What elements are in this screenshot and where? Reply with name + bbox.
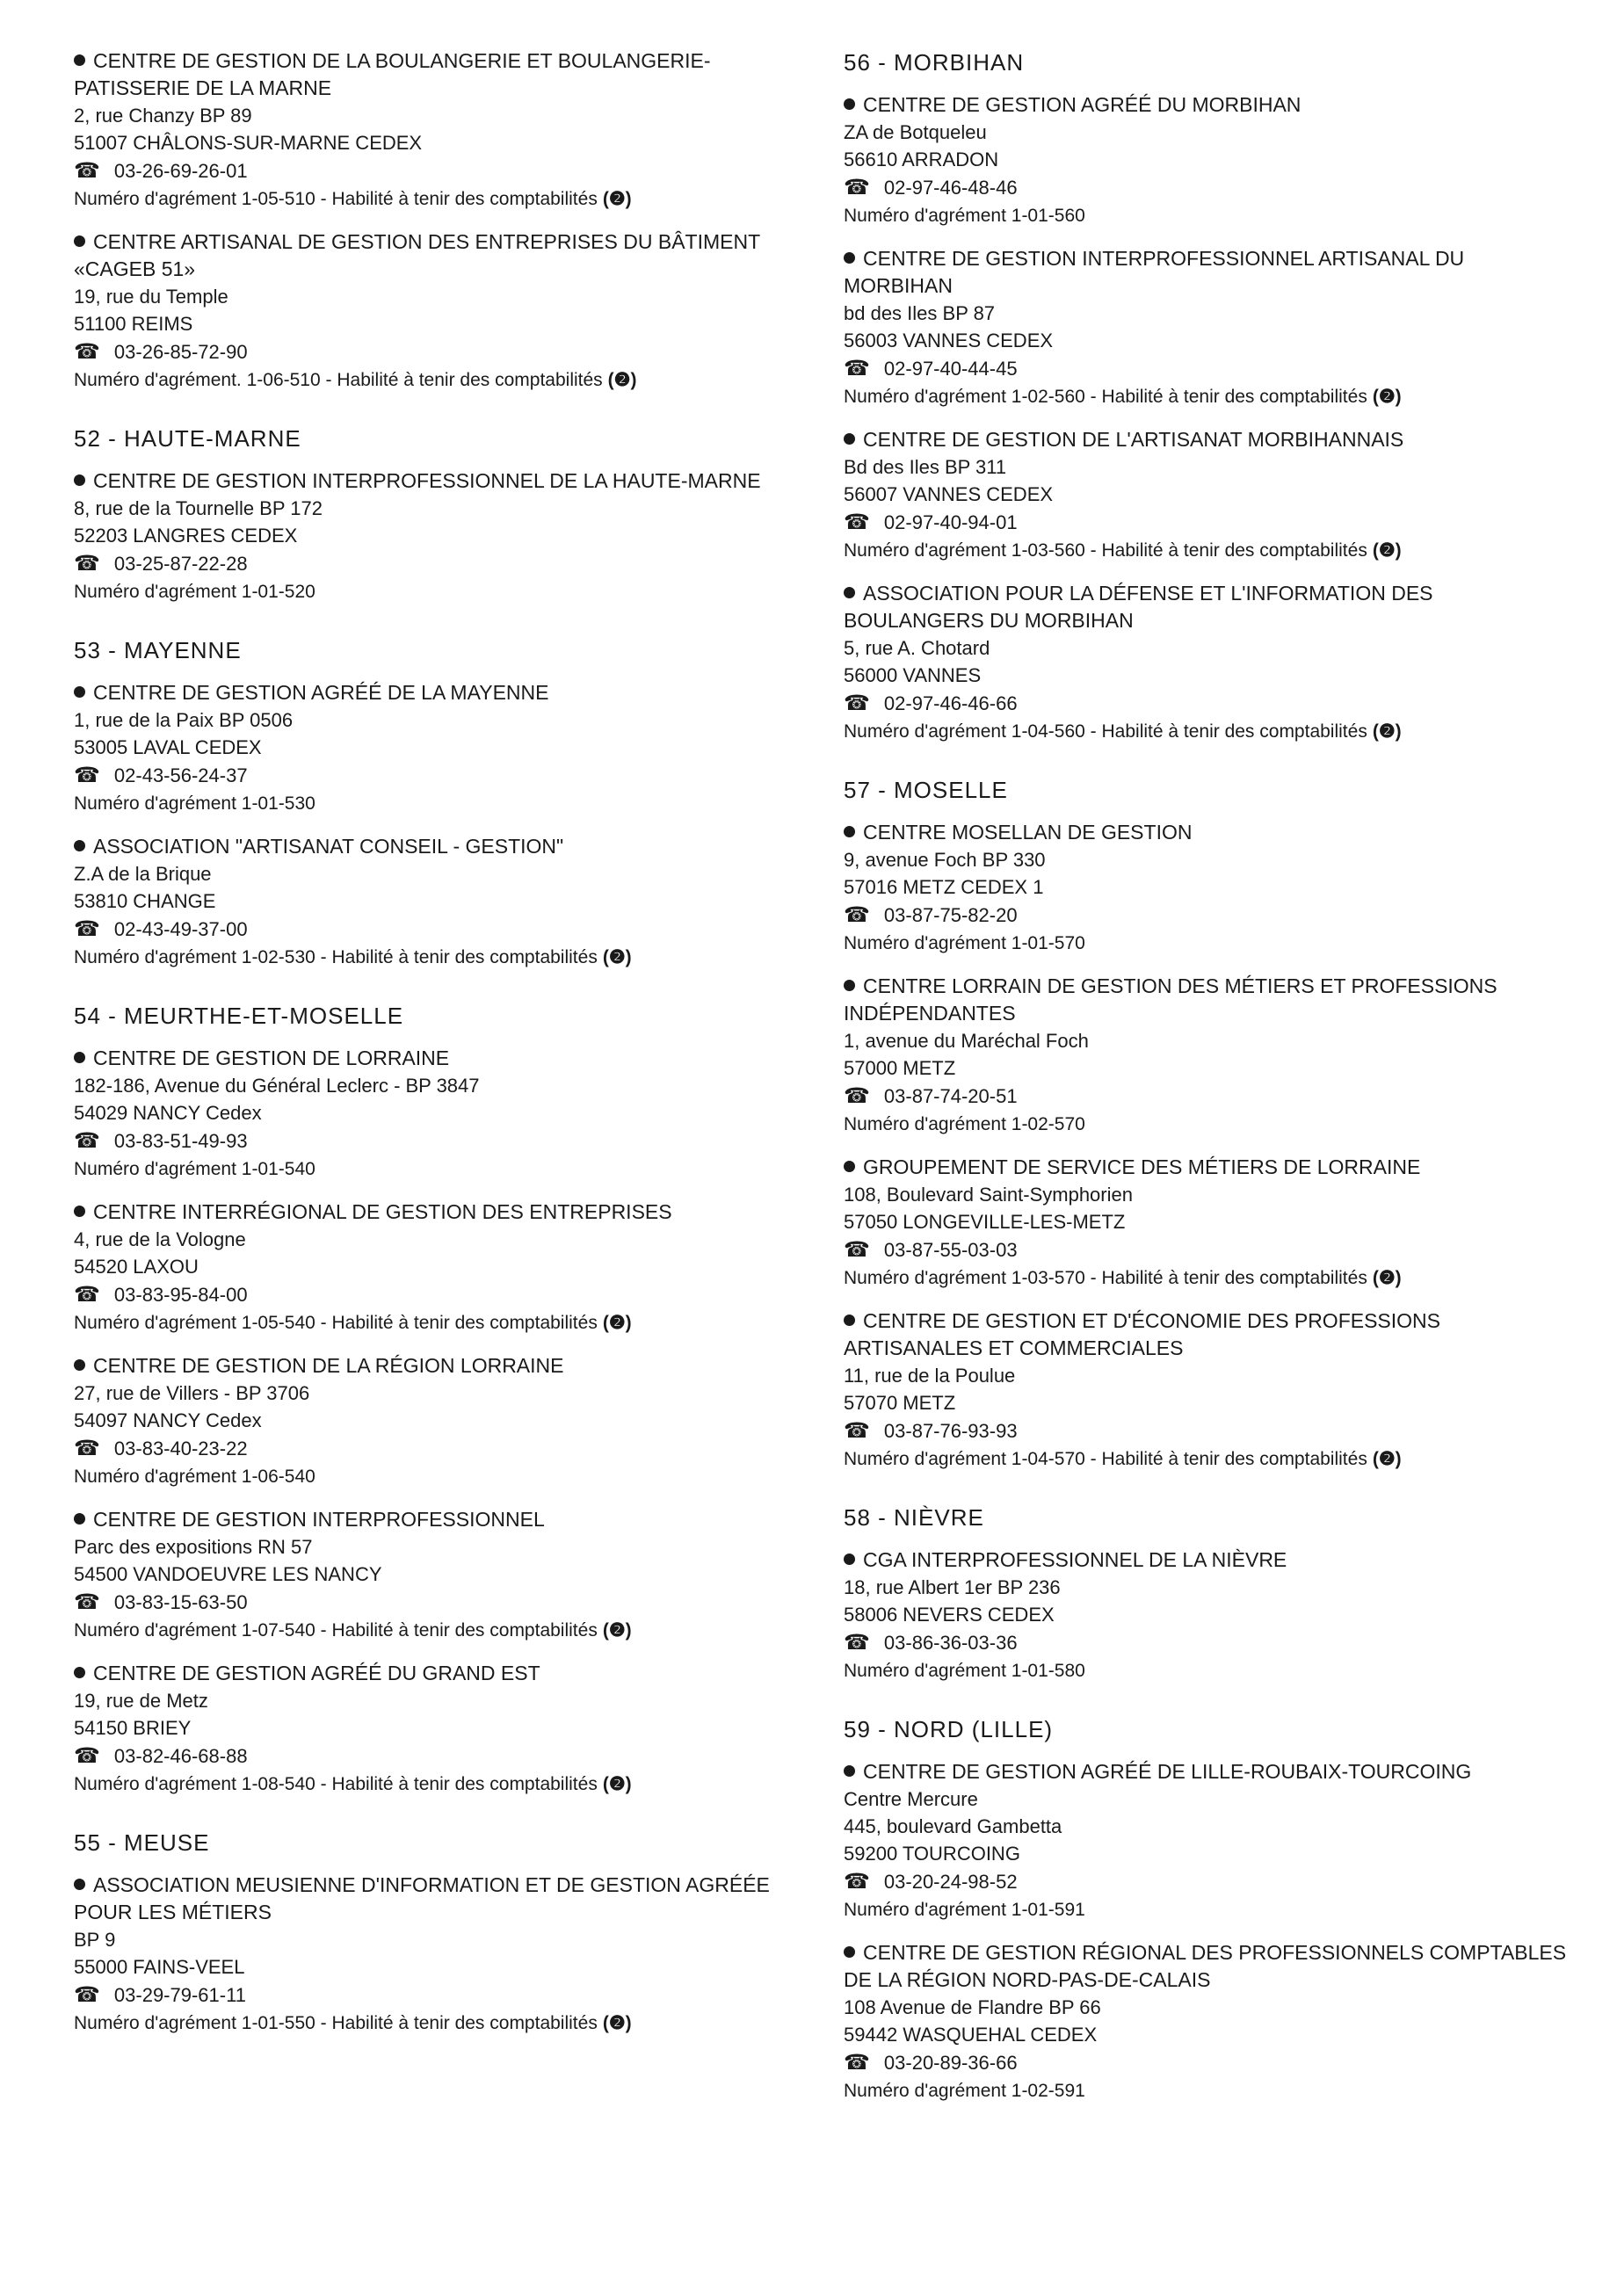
address-line: Centre Mercure [844, 1788, 978, 1810]
directory-entry [844, 1307, 1573, 1473]
bullet-icon [844, 1315, 855, 1326]
section-heading: 54 - MEURTHE-ET-MOSELLE [74, 1003, 404, 1029]
address-line: BP 9 [74, 1929, 116, 1951]
address-line: 53005 LAVAL CEDEX [74, 736, 262, 758]
phone-row [74, 549, 812, 578]
directory-entry [844, 973, 1573, 1138]
section-heading: 59 - NORD (LILLE) [844, 1716, 1054, 1742]
phone-number: 03-83-95-84-00 [113, 1284, 248, 1306]
directory-entry [74, 1872, 812, 2037]
address-line: 27, rue de Villers - BP 3706 [74, 1382, 310, 1404]
agrement-number: Numéro d'agrément 1-01-530 [74, 793, 315, 814]
entry-name-text: CGA INTERPROFESSIONNEL DE LA NIÈVRE [863, 1548, 1287, 1571]
directory-entry [74, 1352, 812, 1490]
agrement-row [844, 383, 1573, 410]
agrement-number: Numéro d'agrément 1-01-540 [74, 1159, 315, 1179]
agrement-row [74, 790, 812, 817]
agrement-row [74, 366, 812, 394]
directory-entry [74, 467, 812, 605]
bullet-icon [74, 1206, 85, 1217]
agrement-number: Numéro d'agrément 1-01-520 [74, 582, 315, 602]
address-line: 53810 CHANGE [74, 890, 216, 912]
bullet-icon [74, 1359, 85, 1371]
agrement-row [74, 2010, 812, 2037]
telephone-icon: ☎ [844, 357, 870, 380]
phone-number: 02-43-56-24-37 [113, 764, 248, 786]
entry-name-text: CENTRE DE GESTION DE LA BOULANGERIE ET BOULANGERIE-PATISSERIE DE LA MARNE [74, 49, 711, 99]
address-line: 51100 REIMS [74, 313, 193, 335]
agrement-row [74, 1771, 812, 1798]
phone-row [74, 1981, 812, 2010]
entry-name-text: CENTRE DE GESTION INTERPROFESSIONNEL [93, 1508, 545, 1531]
habilitation-mark: (❷) [607, 370, 637, 390]
agrement-number: Numéro d'agrément 1-01-580 [844, 1661, 1085, 1681]
phone-row [74, 915, 812, 944]
phone-number: 03-26-69-26-01 [113, 160, 248, 182]
entry-name-text: CENTRE ARTISANAL DE GESTION DES ENTREPRISES DU BÂTIMENT «CAGEB 51» [74, 230, 760, 280]
phone-number: 03-83-15-63-50 [113, 1591, 248, 1613]
bullet-icon [74, 686, 85, 698]
section-heading: 58 - NIÈVRE [844, 1504, 984, 1531]
entry-name-text: CENTRE DE GESTION AGRÉÉ DE LILLE-ROUBAIX-TOURCOING [863, 1760, 1472, 1783]
telephone-icon: ☎ [74, 1129, 100, 1153]
telephone-icon: ☎ [844, 1631, 870, 1655]
address-line: 1, rue de la Paix BP 0506 [74, 709, 294, 731]
telephone-icon: ☎ [844, 903, 870, 927]
directory-entry [844, 91, 1573, 229]
address-line: 4, rue de la Vologne [74, 1228, 246, 1250]
address-line: ZA de Botqueleu [844, 121, 987, 143]
bullet-icon [74, 474, 85, 486]
agrement-number: Numéro d'agrément 1-01-570 [844, 933, 1085, 953]
phone-number: 03-83-51-49-93 [113, 1130, 248, 1152]
habilitation-mark: (❷) [602, 1620, 632, 1641]
address-line: 8, rue de la Tournelle BP 172 [74, 497, 323, 519]
directory-entry [74, 1199, 812, 1336]
entry-name-text: CENTRE INTERRÉGIONAL DE GESTION DES ENTREPRISES [93, 1200, 672, 1223]
agrement-number: Numéro d'agrément 1-07-540 [74, 1620, 315, 1641]
entry-name-text: CENTRE DE GESTION INTERPROFESSIONNEL ARTISANAL DU MORBIHAN [844, 247, 1465, 297]
agrement-row [844, 1896, 1573, 1923]
address-line: 445, boulevard Gambetta [844, 1815, 1062, 1837]
phone-number: 03-29-79-61-11 [113, 1984, 246, 2006]
agrement-row [844, 1657, 1573, 1684]
directory-entry [844, 426, 1573, 564]
agrement-number: Numéro d'agrément 1-02-591 [844, 2081, 1085, 2101]
phone-row [844, 901, 1573, 930]
address-line: 54500 VANDOEUVRE LES NANCY [74, 1563, 382, 1585]
habilitation-note: - Habilité à tenir des comptabilités [315, 1620, 598, 1641]
directory-entry [844, 1546, 1573, 1684]
address-line: 56003 VANNES CEDEX [844, 330, 1054, 351]
agrement-row [74, 185, 812, 213]
telephone-icon: ☎ [74, 1983, 100, 2007]
entry-name-text: ASSOCIATION POUR LA DÉFENSE ET L'INFORMATION DES BOULANGERS DU MORBIHAN [844, 582, 1433, 632]
habilitation-note: - Habilité à tenir des comptabilités [1085, 721, 1367, 742]
agrement-row [844, 2077, 1573, 2104]
right-column [844, 47, 1573, 2120]
entry-name [844, 1154, 1573, 1181]
telephone-icon: ☎ [844, 1870, 870, 1894]
entry-name-text: CENTRE DE GESTION RÉGIONAL DES PROFESSIONNELS COMPTABLES DE LA RÉGION NORD-PAS-DE-CALAIS [844, 1941, 1567, 1991]
agrement-row [844, 202, 1573, 229]
agrement-row [844, 718, 1573, 745]
phone-row [844, 173, 1573, 202]
address-line: 57050 LONGEVILLE-LES-METZ [844, 1211, 1126, 1233]
entry-name [844, 1546, 1573, 1574]
entry-name-text: CENTRE DE GESTION ET D'ÉCONOMIE DES PROFESSIONS ARTISANALES ET COMMERCIALES [844, 1309, 1441, 1359]
habilitation-note: - Habilité à tenir des comptabilités [1085, 540, 1367, 561]
directory-entry [74, 228, 812, 394]
entry-name [844, 91, 1573, 119]
habilitation-note: - Habilité à tenir des comptabilités [1085, 387, 1367, 407]
phone-row [74, 1280, 812, 1309]
agrement-number: Numéro d'agrément 1-06-540 [74, 1467, 315, 1487]
habilitation-mark: (❷) [602, 947, 632, 967]
phone-number: 03-25-87-22-28 [113, 553, 248, 575]
habilitation-note: - Habilité à tenir des comptabilités [315, 189, 598, 209]
phone-row [844, 1867, 1573, 1896]
agrement-number: Numéro d'agrément 1-03-560 [844, 540, 1085, 561]
phone-number: 03-20-89-36-66 [883, 2052, 1018, 2074]
phone-row [844, 1235, 1573, 1264]
phone-number: 03-87-76-93-93 [883, 1420, 1018, 1442]
agrement-row [74, 1617, 812, 1644]
phone-row [844, 508, 1573, 537]
address-line: 56000 VANNES [844, 664, 982, 686]
address-line: bd des Iles BP 87 [844, 302, 996, 324]
address-line: 54097 NANCY Cedex [74, 1409, 262, 1431]
phone-number: 03-20-24-98-52 [883, 1871, 1018, 1893]
telephone-icon: ☎ [74, 159, 100, 183]
directory-entry [844, 819, 1573, 957]
bullet-icon [74, 1879, 85, 1890]
entry-name-text: CENTRE DE GESTION AGRÉÉ DU MORBIHAN [863, 93, 1302, 116]
entry-name [74, 833, 812, 860]
agrement-number: Numéro d'agrément 1-01-550 [74, 2013, 315, 2033]
directory-entry [74, 1660, 812, 1798]
address-line: 59442 WASQUEHAL CEDEX [844, 2024, 1098, 2046]
entry-name [74, 1872, 812, 1926]
bullet-icon [74, 1052, 85, 1063]
phone-number: 02-97-40-94-01 [883, 511, 1018, 533]
address-line: 58006 NEVERS CEDEX [844, 1604, 1055, 1626]
habilitation-note: - Habilité à tenir des comptabilités [321, 370, 603, 390]
address-line: 54150 BRIEY [74, 1717, 192, 1739]
address-line: Bd des Iles BP 311 [844, 456, 1007, 478]
address-line: 56610 ARRADON [844, 148, 999, 170]
telephone-icon: ☎ [74, 1283, 100, 1307]
phone-row [74, 156, 812, 185]
address-line: 9, avenue Foch BP 330 [844, 849, 1046, 871]
phone-row [74, 761, 812, 790]
telephone-icon: ☎ [844, 1084, 870, 1108]
address-line: 11, rue de la Poulue [844, 1365, 1016, 1387]
address-line: 18, rue Albert 1er BP 236 [844, 1576, 1061, 1598]
agrement-row [844, 1111, 1573, 1138]
directory-entry [74, 1045, 812, 1183]
phone-row [74, 337, 812, 366]
habilitation-mark: (❷) [602, 2013, 632, 2033]
directory-entry [844, 245, 1573, 410]
phone-number: 02-97-40-44-45 [883, 358, 1018, 380]
address-line: 108 Avenue de Flandre BP 66 [844, 1996, 1101, 2018]
agrement-row [74, 1155, 812, 1183]
habilitation-mark: (❷) [602, 1313, 632, 1333]
entry-name-text: CENTRE DE GESTION AGRÉÉ DE LA MAYENNE [93, 681, 549, 704]
address-line: 51007 CHÂLONS-SUR-MARNE CEDEX [74, 132, 423, 154]
address-line: 19, rue de Metz [74, 1690, 208, 1712]
agrement-number: Numéro d'agrément 1-01-560 [844, 206, 1085, 226]
phone-number: 03-26-85-72-90 [113, 341, 248, 363]
bullet-icon [844, 1554, 855, 1565]
habilitation-note: - Habilité à tenir des comptabilités [315, 2013, 598, 2033]
agrement-row [844, 1264, 1573, 1292]
phone-row [844, 1082, 1573, 1111]
bullet-icon [844, 1161, 855, 1172]
habilitation-mark: (❷) [1372, 721, 1402, 742]
phone-row [844, 1416, 1573, 1445]
bullet-icon [844, 980, 855, 991]
entry-name-text: CENTRE DE GESTION DE L'ARTISANAT MORBIHANNAIS [863, 428, 1404, 451]
address-line: 5, rue A. Chotard [844, 637, 990, 659]
entry-name [844, 1307, 1573, 1362]
directory-entry [74, 1506, 812, 1644]
telephone-icon: ☎ [844, 511, 870, 534]
phone-number: 02-43-49-37-00 [113, 918, 248, 940]
section-heading: 55 - MEUSE [74, 1829, 210, 1856]
bullet-icon [844, 826, 855, 837]
address-line: 1, avenue du Maréchal Foch [844, 1030, 1089, 1052]
phone-number: 02-97-46-48-46 [883, 177, 1018, 199]
agrement-row [74, 1309, 812, 1336]
habilitation-note: - Habilité à tenir des comptabilités [1085, 1268, 1367, 1288]
agrement-number: Numéro d'agrément 1-08-540 [74, 1774, 315, 1794]
phone-row [74, 1588, 812, 1617]
address-line: 54029 NANCY Cedex [74, 1102, 262, 1124]
entry-name-text: ASSOCIATION MEUSIENNE D'INFORMATION ET DE GESTION AGRÉÉE POUR LES MÉTIERS [74, 1873, 770, 1923]
entry-name-text: CENTRE DE GESTION DE LORRAINE [93, 1047, 450, 1069]
agrement-number: Numéro d'agrément 1-01-591 [844, 1900, 1085, 1920]
bullet-icon [844, 587, 855, 598]
telephone-icon: ☎ [74, 340, 100, 364]
directory-entry [74, 679, 812, 817]
entry-name [74, 1352, 812, 1380]
entry-name-text: ASSOCIATION "ARTISANAT CONSEIL - GESTION" [93, 835, 564, 858]
entry-name-text: CENTRE DE GESTION AGRÉÉ DU GRAND EST [93, 1662, 540, 1684]
habilitation-mark: (❷) [1372, 387, 1402, 407]
address-line: 57070 METZ [844, 1392, 956, 1414]
entry-name [844, 1758, 1573, 1785]
address-line: 19, rue du Temple [74, 286, 228, 308]
directory-entry [844, 1939, 1573, 2104]
phone-number: 03-83-40-23-22 [113, 1438, 248, 1459]
address-line: 52203 LANGRES CEDEX [74, 525, 298, 547]
agrement-row [74, 1463, 812, 1490]
agrement-row [74, 944, 812, 971]
address-line: 108, Boulevard Saint-Symphorien [844, 1184, 1133, 1206]
bullet-icon [844, 252, 855, 264]
telephone-icon: ☎ [74, 1744, 100, 1768]
phone-number: 02-97-46-46-66 [883, 692, 1018, 714]
telephone-icon: ☎ [74, 552, 100, 576]
agrement-number: Numéro d'agrément 1-02-570 [844, 1114, 1085, 1134]
address-line: Z.A de la Brique [74, 863, 212, 885]
habilitation-note: - Habilité à tenir des comptabilités [315, 1774, 598, 1794]
habilitation-note: - Habilité à tenir des comptabilités [315, 1313, 598, 1333]
bullet-icon [74, 1513, 85, 1525]
bullet-icon [844, 1765, 855, 1777]
entry-name [74, 467, 812, 495]
entry-name-text: CENTRE DE GESTION INTERPROFESSIONNEL DE LA HAUTE-MARNE [93, 469, 761, 492]
bullet-icon [74, 54, 85, 66]
telephone-icon: ☎ [844, 1419, 870, 1443]
address-line: 56007 VANNES CEDEX [844, 483, 1054, 505]
agrement-row [844, 930, 1573, 957]
entry-name [74, 47, 812, 102]
entry-name [844, 819, 1573, 846]
telephone-icon: ☎ [74, 764, 100, 787]
directory-entry [74, 833, 812, 971]
address-line: 2, rue Chanzy BP 89 [74, 105, 252, 127]
habilitation-note: - Habilité à tenir des comptabilités [1085, 1449, 1367, 1469]
agrement-number: Numéro d'agrément 1-02-560 [844, 387, 1085, 407]
telephone-icon: ☎ [844, 692, 870, 715]
bullet-icon [74, 840, 85, 851]
phone-number: 03-87-55-03-03 [883, 1239, 1018, 1261]
agrement-row [844, 537, 1573, 564]
agrement-row [844, 1445, 1573, 1473]
section-heading: 52 - HAUTE-MARNE [74, 425, 301, 452]
entry-name [74, 1506, 812, 1533]
phone-number: 03-82-46-68-88 [113, 1745, 248, 1767]
habilitation-mark: (❷) [1372, 1449, 1402, 1469]
telephone-icon: ☎ [844, 1238, 870, 1262]
entry-name [844, 973, 1573, 1027]
phone-number: 03-86-36-03-36 [883, 1632, 1018, 1654]
address-line: 57016 METZ CEDEX 1 [844, 876, 1044, 898]
entry-name-text: GROUPEMENT DE SERVICE DES MÉTIERS DE LORRAINE [863, 1155, 1421, 1178]
telephone-icon: ☎ [844, 2051, 870, 2075]
agrement-number: Numéro d'agrément. 1-06-510 [74, 370, 321, 390]
phone-number: 03-87-74-20-51 [883, 1085, 1018, 1107]
entry-name [844, 426, 1573, 453]
phone-number: 03-87-75-82-20 [883, 904, 1018, 926]
section-heading: 57 - MOSELLE [844, 777, 1008, 803]
entry-name [844, 580, 1573, 634]
phone-row [844, 354, 1573, 383]
habilitation-mark: (❷) [602, 189, 632, 209]
entry-name [74, 679, 812, 706]
bullet-icon [844, 1946, 855, 1958]
telephone-icon: ☎ [74, 1437, 100, 1460]
bullet-icon [74, 235, 85, 247]
telephone-icon: ☎ [844, 176, 870, 199]
address-line: 182-186, Avenue du Général Leclerc - BP 3847 [74, 1075, 480, 1097]
telephone-icon: ☎ [74, 1590, 100, 1614]
directory-entry [844, 1154, 1573, 1292]
entry-name [844, 245, 1573, 300]
entry-name [844, 1939, 1573, 1994]
address-line: 54520 LAXOU [74, 1256, 199, 1278]
phone-row [844, 1628, 1573, 1657]
section-heading: 56 - MORBIHAN [844, 49, 1025, 76]
habilitation-mark: (❷) [602, 1774, 632, 1794]
directory-entry [844, 580, 1573, 745]
left-column [74, 47, 812, 2053]
phone-row [74, 1126, 812, 1155]
directory-entry [74, 47, 812, 213]
entry-name-text: CENTRE MOSELLAN DE GESTION [863, 821, 1193, 844]
agrement-number: Numéro d'agrément 1-04-560 [844, 721, 1085, 742]
address-line: 57000 METZ [844, 1057, 956, 1079]
agrement-row [74, 578, 812, 605]
bullet-icon [844, 98, 855, 110]
phone-row [844, 689, 1573, 718]
agrement-number: Numéro d'agrément 1-03-570 [844, 1268, 1085, 1288]
phone-row [74, 1434, 812, 1463]
telephone-icon: ☎ [74, 917, 100, 941]
entry-name [74, 1660, 812, 1687]
habilitation-note: - Habilité à tenir des comptabilités [315, 947, 598, 967]
agrement-number: Numéro d'agrément 1-04-570 [844, 1449, 1085, 1469]
agrement-number: Numéro d'agrément 1-05-540 [74, 1313, 315, 1333]
section-heading: 53 - MAYENNE [74, 637, 242, 663]
address-line: 55000 FAINS-VEEL [74, 1956, 245, 1978]
agrement-number: Numéro d'agrément 1-05-510 [74, 189, 315, 209]
habilitation-mark: (❷) [1372, 1268, 1402, 1288]
bullet-icon [844, 433, 855, 445]
habilitation-mark: (❷) [1372, 540, 1402, 561]
address-line: 59200 TOURCOING [844, 1843, 1020, 1865]
entry-name-text: CENTRE LORRAIN DE GESTION DES MÉTIERS ET PROFESSIONS INDÉPENDANTES [844, 974, 1497, 1025]
phone-row [74, 1742, 812, 1771]
agrement-number: Numéro d'agrément 1-02-530 [74, 947, 315, 967]
entry-name [74, 1045, 812, 1072]
entry-name [74, 228, 812, 283]
directory-entry [844, 1758, 1573, 1923]
entry-name-text: CENTRE DE GESTION DE LA RÉGION LORRAINE [93, 1354, 564, 1377]
bullet-icon [74, 1667, 85, 1678]
phone-row [844, 2048, 1573, 2077]
address-line: Parc des expositions RN 57 [74, 1536, 313, 1558]
entry-name [74, 1199, 812, 1226]
